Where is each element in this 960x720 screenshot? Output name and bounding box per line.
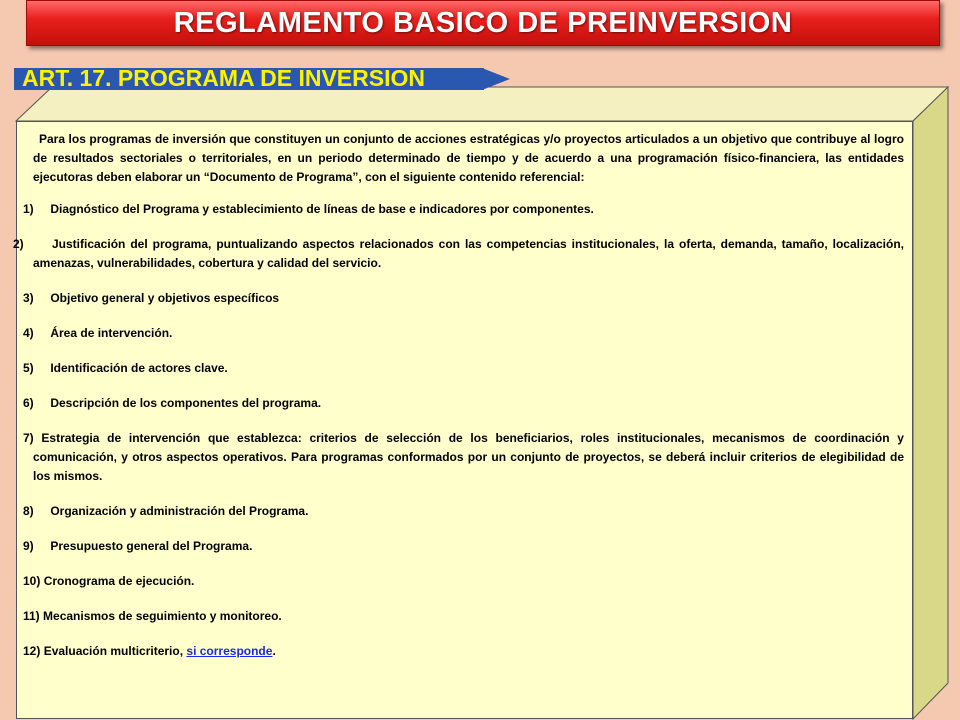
item-text: Cronograma de ejecución. [43, 574, 195, 588]
item-text: Justificación del programa, puntualizando aspectos relacionados con las competencias institucionales, la oferta, demanda, tamaño, localización, amenazas, vulnerabilidades, cobertura y calidad del servicio. [33, 237, 904, 270]
item-number: 6) [23, 396, 34, 410]
item-number: 7) [23, 431, 34, 445]
list-item [23, 572, 904, 591]
item-number: 8) [23, 504, 34, 518]
item-text: Diagnóstico del Programa y establecimiento de líneas de base e indicadores por componentes. [50, 202, 594, 216]
list-item [23, 607, 904, 626]
page-title: REGLAMENTO BASICO DE PREINVERSION [173, 6, 793, 39]
intro-paragraph: Para los programas de inversión que constituyen un conjunto de acciones estratégicas y/o proyectos articulados a un objetivo que contribuye al logro de resultados sectoriales o territoriales, en un periodo determinado de tiempo y de acuerdo a una programación físico-financiera, las entidades ejecutoras deben elaborar un “Documento de Programa”, con el siguiente contenido referencial: [33, 132, 904, 184]
item-number: 9) [23, 539, 34, 553]
item-text: Área de intervención. [50, 326, 173, 340]
item-text: Organización y administración del Programa. [50, 504, 309, 518]
item-number: 1) [23, 202, 34, 216]
item-text: Mecanismos de seguimiento y monitoreo. [43, 609, 282, 623]
item-text: Estrategia de intervención que establezca: criterios de selección de los beneficiarios, roles institucionales, mecanismos de coordinación y comunicación, y otros aspectos operativos. Para programas conformados por un conjunto de proyectos, se deberá incluir criterios de elegibilidad de los mismos. [33, 431, 904, 483]
panel-side-face [913, 87, 948, 719]
section-heading-text: ART. 17. PROGRAMA DE INVERSION [22, 65, 425, 91]
list-item [13, 235, 904, 273]
item-number: 10) [23, 574, 41, 588]
list-item [23, 502, 904, 521]
item-number: 5) [23, 361, 34, 375]
list-item [23, 324, 904, 343]
requirements-list [13, 200, 904, 661]
item-text: Presupuesto general del Programa. [50, 539, 253, 553]
list-item [23, 394, 904, 413]
item-number: 12) [23, 644, 41, 658]
section-heading [14, 66, 514, 92]
item-number: 2) [13, 237, 24, 251]
item-number: 4) [23, 326, 34, 340]
item-text: Identificación de actores clave. [50, 361, 228, 375]
list-item [23, 642, 904, 661]
item-text: Evaluación multicriterio, [43, 644, 184, 658]
list-item [23, 537, 904, 556]
list-item [23, 359, 904, 378]
item-suffix: . [272, 644, 276, 658]
list-item [23, 429, 904, 486]
content-panel [13, 121, 913, 719]
item-text: Objetivo general y objetivos específicos [50, 291, 280, 305]
item-number: 3) [23, 291, 34, 305]
list-item [23, 200, 904, 219]
list-item [23, 289, 904, 308]
item-number: 11) [23, 609, 40, 623]
item-text: Descripción de los componentes del programa. [50, 396, 322, 410]
section-heading-arrow [482, 68, 510, 90]
panel-top-face [16, 87, 948, 121]
si-corresponde-link[interactable]: si corresponde [186, 644, 273, 658]
